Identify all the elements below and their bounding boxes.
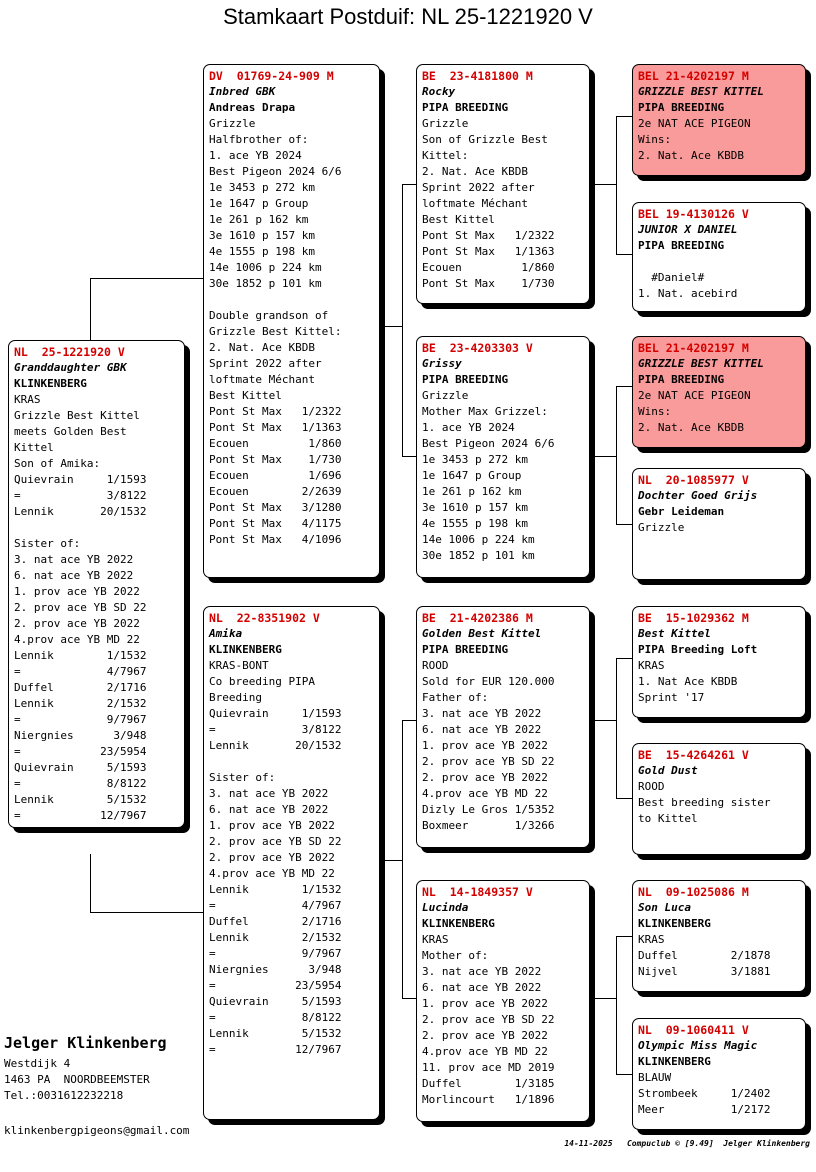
info-line: Best Pigeon 2024 6/6 bbox=[422, 437, 555, 450]
info-line: 1e 1647 p Group bbox=[209, 197, 309, 210]
pigeon-owner: PIPA BREEDING bbox=[422, 101, 509, 114]
pigeon-name: Rocky bbox=[422, 85, 456, 98]
info-line: KRAS bbox=[422, 933, 449, 946]
pigeon-owner: KLINKENBERG bbox=[209, 643, 282, 656]
info-line: Sister of: bbox=[14, 537, 81, 550]
info-line: = 4/7967 bbox=[209, 899, 342, 912]
connector-line bbox=[90, 912, 203, 913]
info-line: 3. nat ace YB 2022 bbox=[422, 707, 542, 720]
info-line: 2. prov ace YB 2022 bbox=[422, 771, 548, 784]
info-line: Nijvel 3/1881 bbox=[638, 965, 771, 978]
info-line: Wins: bbox=[638, 133, 672, 146]
info-line: Sprint '17 bbox=[638, 691, 705, 704]
info-line: = 9/7967 bbox=[14, 713, 147, 726]
info-line: 2. prov ace YB SD 22 bbox=[422, 1013, 555, 1026]
pigeon-card-sdd[interactable] bbox=[632, 468, 806, 580]
connector-line bbox=[402, 184, 403, 456]
info-line: Sister of: bbox=[209, 771, 276, 784]
info-line: Halfbrother of: bbox=[209, 133, 309, 146]
info-line: loftmate Méchant bbox=[422, 197, 528, 210]
info-line: 2. prov ace YB SD 22 bbox=[422, 755, 555, 768]
ring-number: NL 14-1849357 V bbox=[422, 885, 533, 899]
info-line: Sprint 2022 after bbox=[209, 357, 322, 370]
info-line: = 8/8122 bbox=[14, 777, 147, 790]
pigeon-card-sire-sire[interactable] bbox=[416, 64, 590, 304]
info-line: Pont St Max 1/2322 bbox=[422, 229, 555, 242]
info-line: 2e NAT ACE PIGEON bbox=[638, 389, 751, 402]
ring-number: NL 25-1221920 V bbox=[14, 345, 125, 359]
pigeon-name: Inbred GBK bbox=[209, 85, 276, 98]
info-line: 30e 1852 p 101 km bbox=[422, 549, 535, 562]
info-line: 2. Nat. Ace KBDB bbox=[638, 149, 744, 162]
info-line: Lennik 2/1532 bbox=[14, 697, 147, 710]
pigeon-owner: PIPA BREEDING bbox=[638, 239, 725, 252]
info-line: 1. prov ace YB 2022 bbox=[422, 739, 548, 752]
info-line: KRAS bbox=[14, 393, 41, 406]
info-line: 4.prov ace YB MD 22 bbox=[422, 1045, 548, 1058]
info-line: Duffel 2/1716 bbox=[209, 915, 342, 928]
info-line: Morlincourt 1/1896 bbox=[422, 1093, 555, 1106]
connector-line bbox=[90, 278, 203, 279]
info-line: Meer 1/2172 bbox=[638, 1103, 771, 1116]
connector-line bbox=[380, 860, 402, 861]
pigeon-owner: KLINKENBERG bbox=[638, 1055, 711, 1068]
pigeon-owner: KLINKENBERG bbox=[638, 917, 711, 930]
info-line: 2. prov ace YB 2022 bbox=[14, 617, 140, 630]
info-line: Duffel 2/1716 bbox=[14, 681, 147, 694]
footer-text: 14-11-2025 Compuclub © [9.49] Jelger Klinkenberg bbox=[564, 1139, 810, 1148]
info-line: Best breeding sister bbox=[638, 796, 771, 809]
pigeon-name: GRIZZLE BEST KITTEL bbox=[638, 357, 764, 370]
connector-line bbox=[380, 326, 402, 327]
info-line: Mother Max Grizzel: bbox=[422, 405, 548, 418]
connector-line bbox=[616, 386, 617, 524]
info-line: Lennik 2/1532 bbox=[209, 931, 342, 944]
info-line: 11. prov ace MD 2019 bbox=[422, 1061, 555, 1074]
ring-number: BEL 19-4130126 V bbox=[638, 207, 749, 221]
info-line: 1. prov ace YB 2022 bbox=[209, 819, 335, 832]
ring-number: NL 09-1025086 M bbox=[638, 885, 749, 899]
info-line: Grizzle bbox=[209, 117, 256, 130]
ring-number: BE 15-1029362 M bbox=[638, 611, 749, 625]
info-line: = 3/8122 bbox=[209, 723, 342, 736]
connector-line bbox=[616, 116, 617, 254]
ring-number: BE 23-4203303 V bbox=[422, 341, 533, 355]
info-line: = 23/5954 bbox=[209, 979, 342, 992]
info-line: Quievrain 5/1593 bbox=[209, 995, 342, 1008]
info-line: 1. Nat. acebird bbox=[638, 287, 738, 300]
info-line: = 3/8122 bbox=[14, 489, 147, 502]
pigeon-name: Grissy bbox=[422, 357, 462, 370]
connector-line bbox=[594, 998, 616, 999]
ring-number: BE 21-4202386 M bbox=[422, 611, 533, 625]
info-line: 3. nat ace YB 2022 bbox=[422, 965, 542, 978]
info-line: Best Kittel bbox=[422, 213, 495, 226]
info-line: Duffel 1/3185 bbox=[422, 1077, 555, 1090]
pigeon-card-dam-dam[interactable] bbox=[416, 880, 590, 1122]
info-line: BLAUW bbox=[638, 1071, 672, 1084]
pigeon-name: GRIZZLE BEST KITTEL bbox=[638, 85, 764, 98]
info-line: Grizzle Best Kittel: bbox=[209, 325, 342, 338]
info-line: 2. Nat. Ace KBDB bbox=[422, 165, 528, 178]
info-line: Niergnies 3/948 bbox=[209, 963, 342, 976]
info-line: Niergnies 3/948 bbox=[14, 729, 147, 742]
pigeon-owner: PIPA BREEDING bbox=[638, 101, 725, 114]
info-line: 14e 1006 p 224 km bbox=[209, 261, 322, 274]
pigeon-name: Dochter Goed Grijs bbox=[638, 489, 758, 502]
info-line: = 23/5954 bbox=[14, 745, 147, 758]
info-line bbox=[209, 754, 374, 770]
pigeon-name: Son Luca bbox=[638, 901, 691, 914]
info-line: KRAS bbox=[638, 659, 665, 672]
info-line: Grizzle Best Kittel bbox=[14, 409, 140, 422]
info-line: Breeding bbox=[209, 691, 262, 704]
info-line bbox=[638, 254, 800, 270]
info-line: Pont St Max 4/1096 bbox=[209, 533, 342, 546]
pigeon-owner: PIPA BREEDING bbox=[422, 643, 509, 656]
info-line: Ecouen 2/2639 bbox=[209, 485, 342, 498]
connector-line bbox=[616, 936, 617, 1074]
info-line: Strombeek 1/2402 bbox=[638, 1087, 771, 1100]
info-line: Double grandson of bbox=[209, 309, 329, 322]
info-line: 4.prov ace YB MD 22 bbox=[209, 867, 335, 880]
info-line: Son of Amika: bbox=[14, 457, 101, 470]
pigeon-name: Best Kittel bbox=[638, 627, 711, 640]
connector-line bbox=[616, 1074, 632, 1075]
info-line: 1. ace YB 2024 bbox=[422, 421, 515, 434]
pigeon-name: Olympic Miss Magic bbox=[638, 1039, 758, 1052]
info-line: = 9/7967 bbox=[209, 947, 342, 960]
info-line: Kittel: bbox=[422, 149, 469, 162]
info-line: = 12/7967 bbox=[14, 809, 147, 822]
pigeon-card-dss[interactable] bbox=[632, 606, 806, 718]
info-line: Quievrain 1/1593 bbox=[209, 707, 342, 720]
info-line: 1. ace YB 2024 bbox=[209, 149, 302, 162]
connector-line bbox=[402, 720, 403, 998]
info-line: Wins: bbox=[638, 405, 672, 418]
connector-line bbox=[594, 720, 616, 721]
info-line: 3e 1610 p 157 km bbox=[209, 229, 315, 242]
connector-line bbox=[616, 524, 632, 525]
info-line: 3e 1610 p 157 km bbox=[422, 501, 528, 514]
info-line: 1e 3453 p 272 km bbox=[209, 181, 315, 194]
pigeon-card-dds[interactable] bbox=[632, 880, 806, 992]
breeder-info bbox=[4, 1032, 167, 1104]
info-line: 1e 3453 p 272 km bbox=[422, 453, 528, 466]
pigeon-owner: KLINKENBERG bbox=[14, 377, 87, 390]
pigeon-card-sire[interactable] bbox=[203, 64, 380, 578]
info-line: Ecouen 1/696 bbox=[209, 469, 342, 482]
info-line: Quievrain 5/1593 bbox=[14, 761, 147, 774]
connector-line bbox=[616, 658, 632, 659]
info-line: 2. prov ace YB SD 22 bbox=[209, 835, 342, 848]
info-line: Quievrain 1/1593 bbox=[14, 473, 147, 486]
pigeon-card-ddd[interactable] bbox=[632, 1018, 806, 1130]
info-line: 2. prov ace YB SD 22 bbox=[14, 601, 147, 614]
info-line: Dizly Le Gros 1/5352 bbox=[422, 803, 555, 816]
info-line: 14e 1006 p 224 km bbox=[422, 533, 535, 546]
ring-number: DV 01769-24-909 M bbox=[209, 69, 334, 83]
ring-number: BEL 21-4202197 M bbox=[638, 341, 749, 355]
info-line: 4e 1555 p 198 km bbox=[209, 245, 315, 258]
info-line: Sold for EUR 120.000 bbox=[422, 675, 555, 688]
breeder-name: Jelger Klinkenberg bbox=[4, 1034, 167, 1052]
info-line: 1e 261 p 162 km bbox=[422, 485, 522, 498]
breeder-phone: Tel.:0031612232218 bbox=[4, 1089, 124, 1102]
ring-number: BE 15-4264261 V bbox=[638, 748, 749, 762]
connector-line bbox=[616, 798, 632, 799]
info-line: Grizzle bbox=[422, 389, 469, 402]
pigeon-name: Granddaughter GBK bbox=[14, 361, 127, 374]
info-line: Lennik 20/1532 bbox=[14, 505, 147, 518]
connector-line bbox=[402, 456, 416, 457]
info-line: ROOD bbox=[638, 780, 665, 793]
info-line: Boxmeer 1/3266 bbox=[422, 819, 555, 832]
info-line: Ecouen 1/860 bbox=[209, 437, 342, 450]
connector-line bbox=[616, 658, 617, 798]
pigeon-owner: PIPA BREEDING bbox=[638, 373, 725, 386]
connector-line bbox=[402, 720, 416, 721]
info-line: Co breeding PIPA bbox=[209, 675, 315, 688]
pigeon-name: JUNIOR X DANIEL bbox=[638, 223, 738, 236]
info-line: 3. nat ace YB 2022 bbox=[209, 787, 329, 800]
info-line: 3. nat ace YB 2022 bbox=[14, 553, 134, 566]
pigeon-card-ssd[interactable] bbox=[632, 202, 806, 312]
info-line: Grizzle bbox=[422, 117, 469, 130]
info-line: 2. Nat. Ace KBDB bbox=[638, 421, 744, 434]
pigeon-name: Amika bbox=[209, 627, 243, 640]
info-line: 1e 1647 p Group bbox=[422, 469, 522, 482]
info-line: 6. nat ace YB 2022 bbox=[14, 569, 134, 582]
connector-line bbox=[616, 936, 632, 937]
pigeon-owner: PIPA Breeding Loft bbox=[638, 643, 758, 656]
info-line: 2e NAT ACE PIGEON bbox=[638, 117, 751, 130]
info-line: 2. prov ace YB 2022 bbox=[209, 851, 335, 864]
info-line: Lennik 20/1532 bbox=[209, 739, 342, 752]
info-line: 4.prov ace YB MD 22 bbox=[14, 633, 140, 646]
info-line: 6. nat ace YB 2022 bbox=[209, 803, 329, 816]
connector-line bbox=[402, 184, 416, 185]
info-line: Pont St Max 1/1363 bbox=[422, 245, 555, 258]
pigeon-card-sire-dam[interactable] bbox=[416, 336, 590, 578]
breeder-address-line-2: 1463 PA NOORDBEEMSTER bbox=[4, 1073, 150, 1086]
breeder-email[interactable]: klinkenbergpigeons@gmail.com bbox=[4, 1124, 190, 1137]
info-line: to Kittel bbox=[638, 812, 698, 825]
ring-number: NL 22-8351902 V bbox=[209, 611, 320, 625]
pigeon-owner: Andreas Drapa bbox=[209, 101, 296, 114]
info-line: 2. prov ace YB 2022 bbox=[422, 1029, 548, 1042]
info-line: Pont St Max 4/1175 bbox=[209, 517, 342, 530]
info-line: = 12/7967 bbox=[209, 1043, 342, 1056]
page-title: Stamkaart Postduif: NL 25-1221920 V bbox=[223, 4, 593, 29]
info-line: Lennik 1/1532 bbox=[14, 649, 147, 662]
info-line: Sprint 2022 after bbox=[422, 181, 535, 194]
info-line: 1. prov ace YB 2022 bbox=[14, 585, 140, 598]
info-line: 30e 1852 p 101 km bbox=[209, 277, 322, 290]
connector-line bbox=[616, 116, 632, 117]
info-line: Grizzle bbox=[638, 521, 685, 534]
info-line: Ecouen 1/860 bbox=[422, 261, 555, 274]
info-line: ROOD bbox=[422, 659, 449, 672]
pigeon-owner: KLINKENBERG bbox=[422, 917, 495, 930]
pigeon-owner: PIPA BREEDING bbox=[422, 373, 509, 386]
ring-number: BE 23-4181800 M bbox=[422, 69, 533, 83]
pigeon-card-dsd[interactable] bbox=[632, 743, 806, 855]
info-line: KRAS-BONT bbox=[209, 659, 269, 672]
info-line: 1e 261 p 162 km bbox=[209, 213, 309, 226]
info-line: Mother of: bbox=[422, 949, 489, 962]
info-line: 1. prov ace YB 2022 bbox=[422, 997, 548, 1010]
ring-number: NL 09-1060411 V bbox=[638, 1023, 749, 1037]
info-line: Pont St Max 3/1280 bbox=[209, 501, 342, 514]
info-line: Lennik 5/1532 bbox=[209, 1027, 342, 1040]
connector-line bbox=[594, 456, 616, 457]
pigeon-card-sss[interactable] bbox=[632, 64, 806, 176]
connector-line bbox=[594, 184, 616, 185]
info-line: Pont St Max 1/2322 bbox=[209, 405, 342, 418]
info-line: #Daniel# bbox=[638, 271, 705, 284]
pigeon-card-subject[interactable] bbox=[8, 340, 185, 828]
pigeon-owner: Gebr Leideman bbox=[638, 505, 725, 518]
connector-line bbox=[616, 254, 632, 255]
info-line: Kittel bbox=[14, 441, 54, 454]
info-line: 6. nat ace YB 2022 bbox=[422, 723, 542, 736]
info-line: 2. Nat. Ace KBDB bbox=[209, 341, 315, 354]
pigeon-name: Lucinda bbox=[422, 901, 469, 914]
pigeon-card-dam[interactable] bbox=[203, 606, 380, 1120]
info-line: 6. nat ace YB 2022 bbox=[422, 981, 542, 994]
info-line bbox=[14, 520, 179, 536]
info-line: 4.prov ace YB MD 22 bbox=[422, 787, 548, 800]
info-line: KRAS bbox=[638, 933, 665, 946]
pigeon-card-sds[interactable] bbox=[632, 336, 806, 448]
info-line: Best Pigeon 2024 6/6 bbox=[209, 165, 342, 178]
info-line: Lennik 1/1532 bbox=[209, 883, 342, 896]
breeder-address-line-1: Westdijk 4 bbox=[4, 1057, 71, 1070]
connector-line bbox=[402, 998, 416, 999]
pigeon-card-dam-sire[interactable] bbox=[416, 606, 590, 848]
info-line: 4e 1555 p 198 km bbox=[422, 517, 528, 530]
info-line: loftmate Méchant bbox=[209, 373, 315, 386]
info-line: Lennik 5/1532 bbox=[14, 793, 147, 806]
info-line: Duffel 2/1878 bbox=[638, 949, 771, 962]
info-line: = 8/8122 bbox=[209, 1011, 342, 1024]
pigeon-name: Golden Best Kittel bbox=[422, 627, 542, 640]
info-line: Father of: bbox=[422, 691, 489, 704]
info-line: Pont St Max 1/730 bbox=[422, 277, 555, 290]
info-line: 1. Nat Ace KBDB bbox=[638, 675, 738, 688]
connector-line bbox=[616, 386, 632, 387]
info-line bbox=[209, 292, 374, 308]
info-line: Son of Grizzle Best bbox=[422, 133, 548, 146]
info-line: = 4/7967 bbox=[14, 665, 147, 678]
info-line: Pont St Max 1/730 bbox=[209, 453, 342, 466]
info-line: Pont St Max 1/1363 bbox=[209, 421, 342, 434]
connector-line bbox=[90, 278, 91, 340]
connector-line bbox=[90, 854, 91, 912]
ring-number: NL 20-1085977 V bbox=[638, 473, 749, 487]
info-line: meets Golden Best bbox=[14, 425, 127, 438]
ring-number: BEL 21-4202197 M bbox=[638, 69, 749, 83]
info-line: Best Kittel bbox=[209, 389, 282, 402]
pigeon-name: Gold Dust bbox=[638, 764, 698, 777]
